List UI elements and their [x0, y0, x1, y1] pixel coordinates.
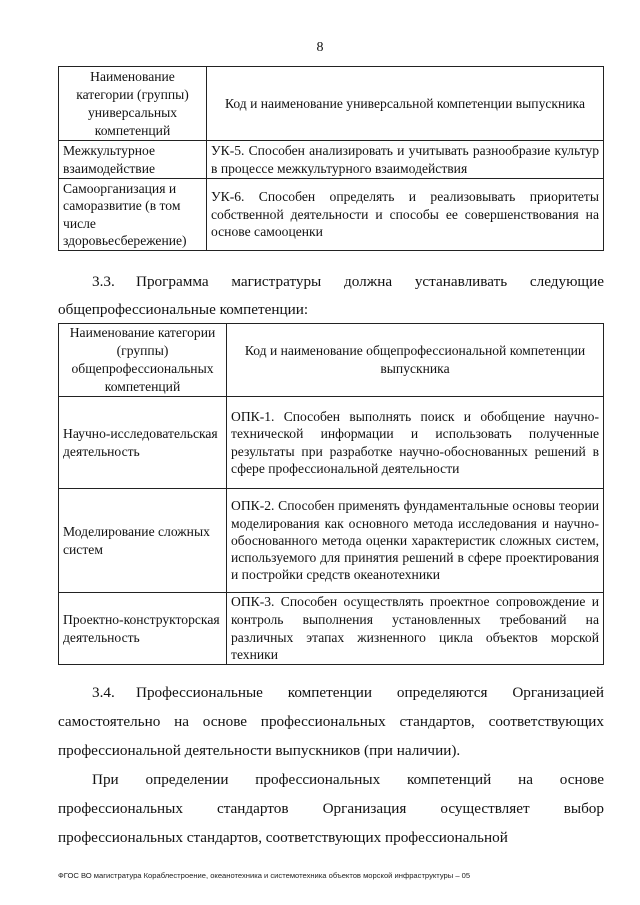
footer: ФГОС ВО магистратура Кораблестроение, океанотехника и системотехника объектов морской инфраструктуры – 05: [58, 871, 471, 880]
paragraph-professional-standards: При определении профессиональных компетенций на основе профессиональных стандартов Организация осуществляет выбор профессиональных стандартов, соответствующих профессиональной: [58, 771, 604, 846]
table-header-row: [59, 67, 604, 141]
table-row: [59, 593, 604, 665]
table-header-row: [59, 324, 604, 397]
paragraph-3-3: [58, 268, 604, 324]
competence-cell: УК-5. Способен анализировать и учитывать разнообразие культур в процессе межкультурного взаимодействия: [207, 141, 604, 179]
header-competence-cell: Код и наименование общепрофессиональной компетенции выпускника: [227, 324, 604, 397]
competence-cell: ОПК-1. Способен выполнять поиск и обобщение научно-технической информации и использовать полученные результаты при разработке научно-обоснованных решений в сфере профессиональной деятельности: [227, 397, 604, 489]
category-cell: Научно-исследовательская деятельность: [59, 397, 227, 489]
competence-cell: ОПК-3. Способен осуществлять проектное сопровождение и контроль выполнения установленных требований на различных этапах жизненного цикла объектов морской техники: [227, 593, 604, 665]
competence-cell: ОПК-2. Способен применять фундаментальные основы теории моделирования как основного метода исследования и научно-обоснованного метода оценки характеристик сложных систем, используемого для принятия решений в сфере проектирования и постройки средств океанотехники: [227, 489, 604, 593]
table-row: [59, 397, 604, 489]
competence-cell: УК-6. Способен определять и реализовывать приоритеты собственной деятельности и способы ее совершенствования на основе самооценки: [207, 179, 604, 251]
general-professional-competences-table: [58, 323, 604, 665]
universal-competences-table: [58, 66, 604, 251]
category-cell: Проектно-конструкторская деятельность: [59, 593, 227, 665]
category-cell: Самоорганизация и саморазвитие (в том числе здоровьесбережение): [59, 179, 207, 251]
category-cell: Межкультурное взаимодействие: [59, 141, 207, 179]
paragraph-text: Профессиональные компетенции определяются Организацией самостоятельно на основе профессиональных стандартов, соответствующих профессиональной деятельности выпускников (при наличии).: [58, 684, 604, 759]
header-category-cell: Наименование категории (группы) общепрофессиональных компетенций: [59, 324, 227, 397]
paragraph-3-4: [58, 678, 604, 765]
table-row: [59, 179, 604, 251]
paragraph-number: 3.4.: [92, 684, 115, 701]
category-cell: Моделирование сложных систем: [59, 489, 227, 593]
paragraph-text: Программа магистратуры должна устанавливать следующие общепрофессиональные компетенции:: [58, 273, 604, 318]
header-competence-cell: Код и наименование универсальной компетенции выпускника: [207, 67, 604, 141]
header-category-cell: Наименование категории (группы) универсальных компетенций: [59, 67, 207, 141]
table-row: [59, 489, 604, 593]
paragraph-number: 3.3.: [92, 273, 115, 290]
page-number: 8: [316, 40, 324, 55]
table-row: [59, 141, 604, 179]
